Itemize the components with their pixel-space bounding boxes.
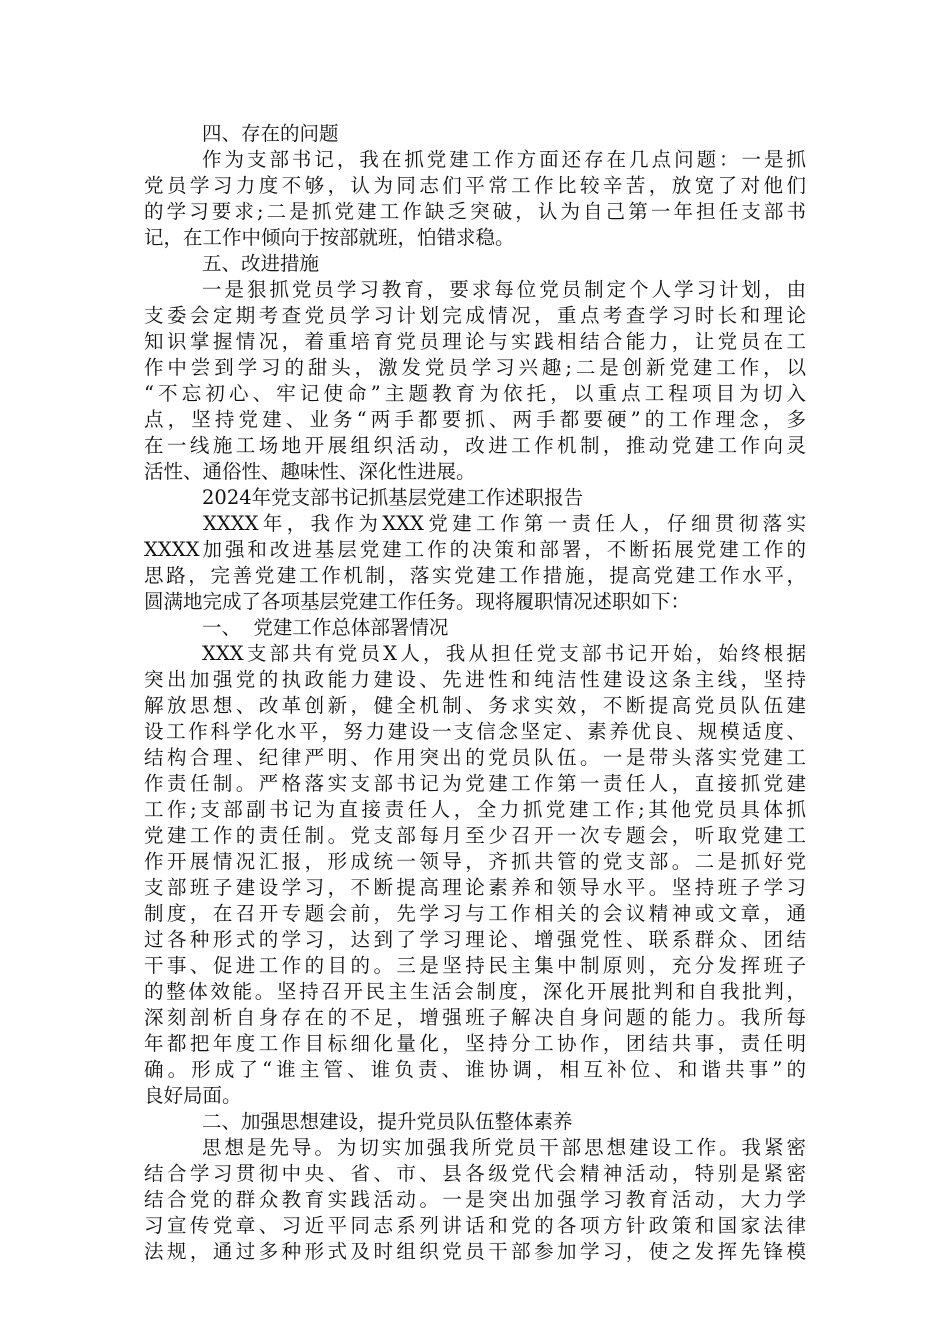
paragraph-line: 知识掌握情况，着重培育党员理论与实践相结合能力，让党员在工 [144,330,806,353]
paragraph-line: 制度，在召开专题会前，先学习与工作相关的会议精神或文章，通 [144,902,806,925]
section-heading-deployment: 一、 党建工作总体部署情况 [202,616,449,639]
paragraph-line: 作中尝到学习的甜头，激发党员学习兴趣;二是创新党建工作，以 [144,356,806,379]
paragraph-line: 结合学习贯彻中央、省、市、县各级党代会精神活动，特别是紧密 [144,1162,806,1185]
section-heading-problems: 四、存在的问题 [202,122,339,145]
paragraph-line: 在一线施工场地开展组织活动，改进工作机制，推动党建工作向灵 [144,434,806,457]
paragraph-line: 工作;支部副书记为直接责任人，全力抓党建工作;其他党员具体抓 [144,798,806,821]
paragraph-line: 解放思想、改革创新，健全机制、务求实效，不断提高党员队伍建 [144,694,806,717]
paragraph-line: 圆满地完成了各项基层党建工作任务。现将履职情况述职如下： [144,590,691,613]
paragraph-line: XXX支部共有党员X人，我从担任党支部书记开始，始终根据 [202,642,806,665]
paragraph-line: 良好局面。 [144,1084,242,1107]
section-heading-measures: 五、改进措施 [202,252,320,275]
paragraph-line: 作为支部书记，我在抓党建工作方面还存在几点问题：一是抓 [202,148,806,171]
paragraph-line: 一是狠抓党员学习教育，要求每位党员制定个人学习计划，由 [202,278,806,301]
paragraph-line: 突出加强党的执政能力建设、先进性和纯洁性建设这条主线，坚持 [144,668,806,691]
paragraph-line: “不忘初心、牢记使命”主题教育为依托，以重点工程项目为切入 [144,382,806,405]
paragraph-line: 作责任制。严格落实支部书记为党建工作第一责任人，直接抓党建 [144,772,806,795]
paragraph-line: 的学习要求;二是抓党建工作缺乏突破，认为自己第一年担任支部书 [144,200,806,223]
paragraph-line: 年都把年度工作目标细化量化，坚持分工协作，团结共事，责任明 [144,1032,806,1055]
paragraph-line: 结合党的群众教育实践活动。一是突出加强学习教育活动，大力学 [144,1188,806,1211]
paragraph-line: 确。形成了“谁主管、谁负责、谁协调，相互补位、和谐共事”的 [144,1058,806,1081]
paragraph-line: 点，坚持党建、业务“两手都要抓、两手都要硬”的工作理念，多 [144,408,806,431]
paragraph-line: 记，在工作中倾向于按部就班，怕错求稳。 [144,226,515,249]
paragraph-line: XXXX加强和改进基层党建工作的决策和部署，不断拓展党建工作的 [144,538,806,561]
paragraph-line: 过各种形式的学习，达到了学习理论、增强党性、联系群众、团结 [144,928,806,951]
paragraph-line: 支委会定期考查党员学习计划完成情况，重点考查学习时长和理论 [144,304,806,327]
report-title: 2024年党支部书记抓基层党建工作述职报告 [202,486,584,509]
section-heading-ideology: 二、加强思想建设，提升党员队伍整体素养 [202,1110,573,1133]
paragraph-line: 思路，完善党建工作机制，落实党建工作措施，提高党建工作水平， [144,564,806,587]
paragraph-line: 习宣传党章、习近平同志系列讲话和党的各项方针政策和国家法律 [144,1214,806,1237]
paragraph-line: 干事、促进工作的目的。三是坚持民主集中制原则，充分发挥班子 [144,954,806,977]
paragraph-line: 支部班子建设学习，不断提高理论素养和领导水平。坚持班子学习 [144,876,806,899]
paragraph-line: 作开展情况汇报，形成统一领导，齐抓共管的党支部。二是抓好党 [144,850,806,873]
paragraph-line: 深刻剖析自身存在的不足，增强班子解决自身问题的能力。我所每 [144,1006,806,1029]
paragraph-line: 法规，通过多种形式及时组织党员干部参加学习，使之发挥先锋模 [144,1240,806,1263]
paragraph-line: 思想是先导。为切实加强我所党员干部思想建设工作。我紧密 [202,1136,806,1159]
paragraph-line: 结构合理、纪律严明、作用突出的党员队伍。一是带头落实党建工 [144,746,806,769]
paragraph-line: 活性、通俗性、趣味性、深化性进展。 [144,460,476,483]
paragraph-line: 党员学习力度不够，认为同志们平常工作比较辛苦，放宽了对他们 [144,174,806,197]
paragraph-line: 的整体效能。坚持召开民主生活会制度，深化开展批判和自我批判， [144,980,806,1003]
paragraph-line: 设工作科学化水平，努力建设一支信念坚定、素养优良、规模适度、 [144,720,806,743]
paragraph-line: XXXX年，我作为XXX党建工作第一责任人，仔细贯彻落实 [203,512,806,535]
paragraph-line: 党建工作的责任制。党支部每月至少召开一次专题会，听取党建工 [144,824,806,847]
